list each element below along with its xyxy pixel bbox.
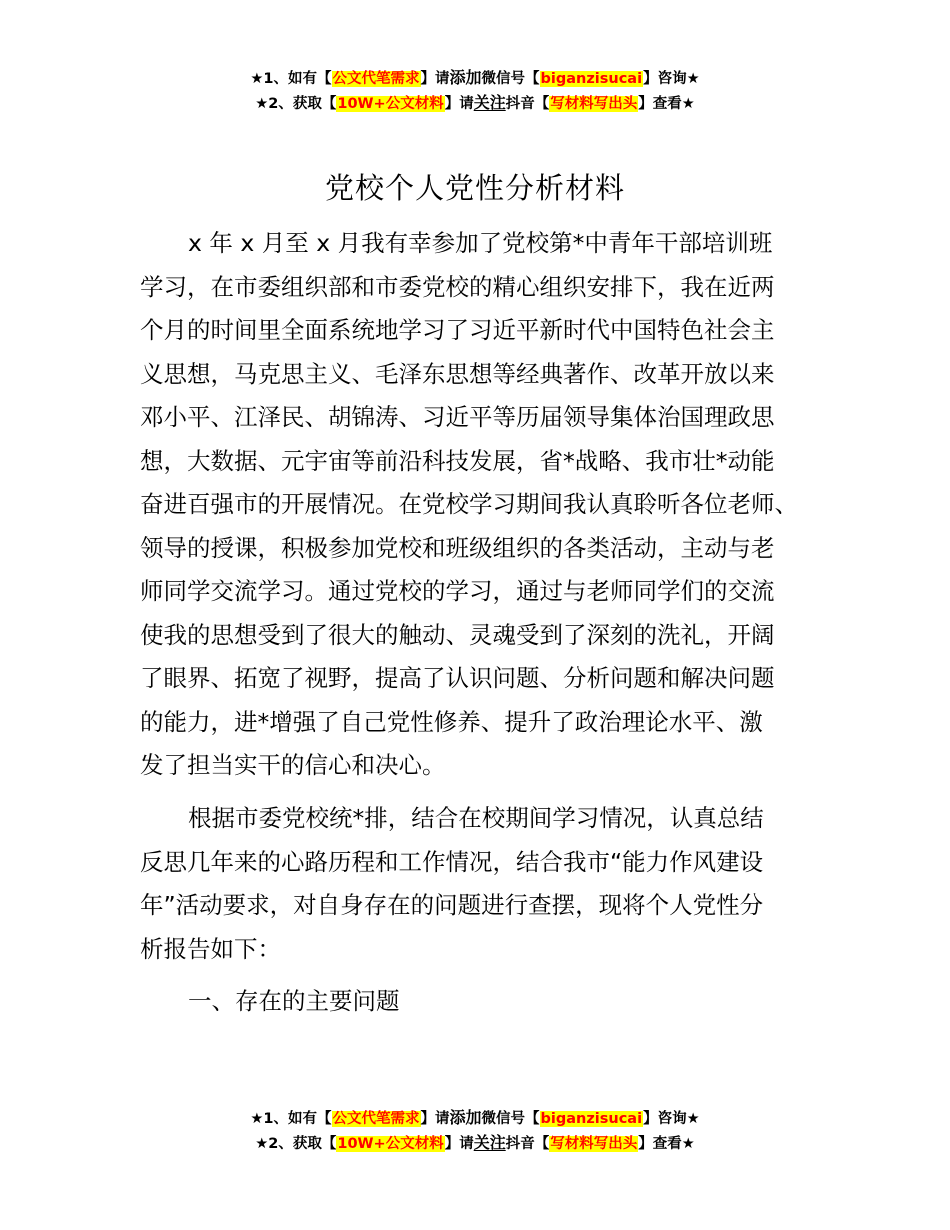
promo-highlight: 公文代笔需求 (332, 71, 420, 87)
promo-line-1: ★1、如有【公文代笔需求】请添加微信号【biganzisucai】咨询★ (250, 68, 700, 87)
paragraph-line: 想，大数据、元宇宙等前沿科技发展，省*战略、我市壮*动能 (140, 446, 775, 475)
section-heading-1 (140, 980, 830, 1024)
footer-promo-banner (0, 1106, 950, 1156)
promo-line-2: ★2、获取【10W+公文材料】请关注抖音【写材料写出头】查看★ (255, 1133, 695, 1152)
paragraph-intro (140, 222, 830, 788)
promo-line-2: ★2、获取【10W+公文材料】请关注抖音【写材料写出头】查看★ (255, 93, 695, 112)
paragraph-line: 了眼界、拓宽了视野，提高了认识问题、分析问题和解决问题 (140, 664, 775, 692)
paragraph-line: 反思几年来的心路历程和工作情况，结合我市“能力作风建设 (140, 847, 764, 876)
paragraph-line: 根据市委党校统*排，结合在校期间学习情况，认真总结 (188, 804, 764, 832)
paragraph-line: 使我的思想受到了很大的触动、灵魂受到了深刻的洗礼，开阔 (140, 620, 775, 649)
paragraph-line: 邓小平、江泽民、胡锦涛、习近平等历届领导集体治国理政思 (140, 403, 775, 431)
promo-highlight: 10W+公文材料 (337, 96, 444, 112)
paragraph-line: 师同学交流学习。通过党校的学习，通过与老师同学们的交流 (140, 577, 775, 605)
promo-line-1: ★1、如有【公文代笔需求】请添加微信号【biganzisucai】咨询★ (250, 1108, 700, 1127)
paragraph-line: 义思想，马克思主义、毛泽东思想等经典著作、改革开放以来 (140, 359, 775, 388)
paragraph-line: 的能力，进*增强了自己党性修养、提升了政治理论水平、激 (140, 707, 763, 736)
paragraph-line: 学习，在市委组织部和市委党校的精心组织安排下，我在近两 (140, 272, 775, 301)
promo-highlight: 10W+公文材料 (337, 1136, 444, 1152)
promo-wechat-id: biganzisucai (540, 71, 643, 87)
promo-douyin-account: 写材料写出头 (550, 96, 638, 112)
paragraph-line: 年”活动要求，对自身存在的问题进行查摆，现将个人党性分 (140, 891, 764, 919)
section-heading-text: 一、存在的主要问题 (188, 987, 400, 1015)
paragraph-line: 奋进百强市的开展情况。在党校学习期间我认真聆听各位老师、 (140, 490, 798, 518)
paragraph-line: x 年 x 月至 x 月我有幸参加了党校第*中青年干部培训班 (188, 229, 773, 257)
promo-douyin-account: 写材料写出头 (550, 1136, 638, 1152)
paragraph-basis (140, 797, 830, 971)
document-title: 党校个人党性分析材料 (324, 171, 625, 205)
paragraph-line: 领导的授课，积极参加党校和班级组织的各类活动，主动与老 (140, 533, 775, 562)
paragraph-line: 个月的时间里全面系统地学习了习近平新时代中国特色社会主 (140, 316, 775, 344)
paragraph-line: 发了担当实干的信心和决心。 (140, 751, 446, 779)
paragraph-line: 析报告如下： (140, 934, 281, 963)
promo-highlight: 公文代笔需求 (332, 1111, 420, 1127)
promo-wechat-id: biganzisucai (540, 1111, 643, 1127)
header-promo-banner (0, 66, 950, 116)
